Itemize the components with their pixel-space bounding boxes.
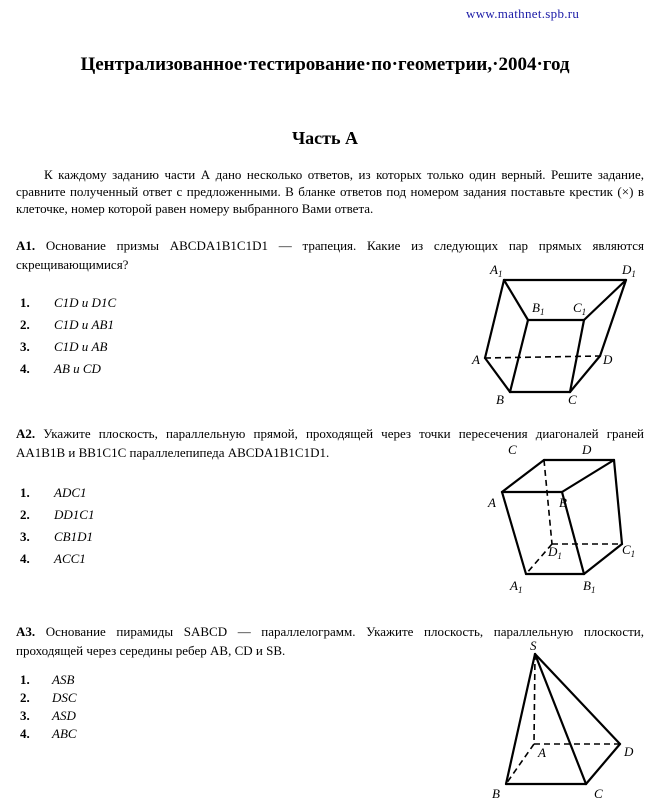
option-text: DSC	[52, 690, 77, 705]
vertex-label-c: C	[594, 786, 603, 801]
answer-option[interactable]	[20, 316, 160, 338]
option-text: ASB	[52, 672, 75, 687]
answer-option[interactable]	[20, 294, 160, 316]
vertex-label-s: S	[530, 640, 537, 653]
vertex-label-d: D	[582, 442, 592, 457]
question-text: Основание призмы ABCDA1B1C1D1 — трапеция. Какие из следующих пар прямых являются скрещивающимися?	[16, 238, 644, 272]
answer-option[interactable]	[20, 725, 160, 743]
answer-options-a3	[20, 671, 160, 743]
option-text: CB1D1	[54, 529, 93, 544]
option-number: 1.	[20, 295, 30, 310]
option-text: C1D и AB	[54, 339, 108, 354]
vertex-label-b: B	[492, 786, 500, 801]
option-text: ASD	[52, 708, 76, 723]
vertex-label-b1: $B_1$	[583, 578, 596, 595]
vertex-label-c: C	[568, 392, 577, 407]
pyramid-figure	[488, 640, 648, 804]
vertex-label-a: A	[488, 495, 496, 510]
site-link[interactable]: www.mathnet.spb.ru	[466, 6, 580, 21]
answer-option[interactable]	[20, 360, 160, 382]
answer-option[interactable]	[20, 671, 160, 689]
option-number: 4.	[20, 361, 30, 376]
vertex-label-c1: $C_1$	[622, 542, 636, 559]
answer-option[interactable]	[20, 689, 160, 707]
question-text: Укажите плоскость, параллельную прямой, проходящей через точки пересечения диагоналей граней AA1B1B и BB1C1C параллелепипеда ABCDA1B1C1D1.	[16, 426, 645, 460]
answer-option[interactable]	[20, 484, 160, 506]
vertex-label-c1: $C_1$	[573, 300, 587, 317]
vertex-label-a: A	[472, 352, 480, 367]
question-number: A1.	[16, 238, 36, 253]
vertex-label-d: D	[603, 352, 613, 367]
answer-options-a2	[20, 484, 160, 572]
answer-options-a1	[20, 294, 160, 382]
vertex-label-a1: $A_1$	[490, 262, 503, 279]
prism-figure	[470, 260, 650, 410]
vertex-label-b1: $B_1$	[532, 300, 545, 317]
answer-option[interactable]	[20, 338, 160, 360]
answer-option[interactable]	[20, 707, 160, 725]
question-text: Основание пирамиды SABCD — параллелограмм. Укажите плоскость, параллельную плоскости, проходящей через середины ребер AB, CD и SB.	[16, 624, 645, 658]
option-text: C1D и AB1	[54, 317, 114, 332]
option-number: 1.	[20, 485, 30, 500]
vertex-label-b: B	[559, 495, 567, 510]
option-text: DD1C1	[54, 507, 95, 522]
part-intro: К каждому заданию части А дано несколько ответов, из которых только один верный. Решите задание, сравните полученный ответ с предложенными. В бланке ответов под номером задания поставьте крестик (×) в клеточке, номер которой равен номеру выбранного Вами ответа.	[16, 167, 644, 216]
vertex-label-a: A	[538, 745, 546, 760]
option-number: 2.	[20, 690, 30, 705]
option-number: 1.	[20, 672, 30, 687]
parallelepiped-figure	[484, 440, 650, 600]
option-text: C1D и D1C	[54, 295, 117, 310]
option-number: 2.	[20, 507, 30, 522]
answer-option[interactable]	[20, 528, 160, 550]
part-title: Часть А	[291, 128, 359, 148]
option-number: 4.	[20, 551, 30, 566]
option-number: 4.	[20, 726, 30, 741]
vertex-label-a1: $A_1$	[510, 578, 523, 595]
vertex-label-d: D	[624, 744, 634, 759]
option-text: ABC	[52, 726, 77, 741]
vertex-label-d1: $D_1$	[548, 544, 562, 561]
vertex-label-b: B	[496, 392, 504, 407]
vertex-label-d1: $D_1$	[622, 262, 636, 279]
option-text: AB и CD	[54, 361, 101, 376]
vertex-label-c: C	[508, 442, 517, 457]
answer-option[interactable]	[20, 550, 160, 572]
option-number: 2.	[20, 317, 30, 332]
question-number: A3.	[16, 624, 36, 639]
document-title: Централизованное·тестирование·по·геометрии,·2004·год	[80, 54, 570, 75]
option-text: ACC1	[54, 551, 86, 566]
question-number: A2.	[16, 426, 36, 441]
option-number: 3.	[20, 339, 30, 354]
option-number: 3.	[20, 708, 30, 723]
option-number: 3.	[20, 529, 30, 544]
option-text: ADC1	[54, 485, 87, 500]
answer-option[interactable]	[20, 506, 160, 528]
